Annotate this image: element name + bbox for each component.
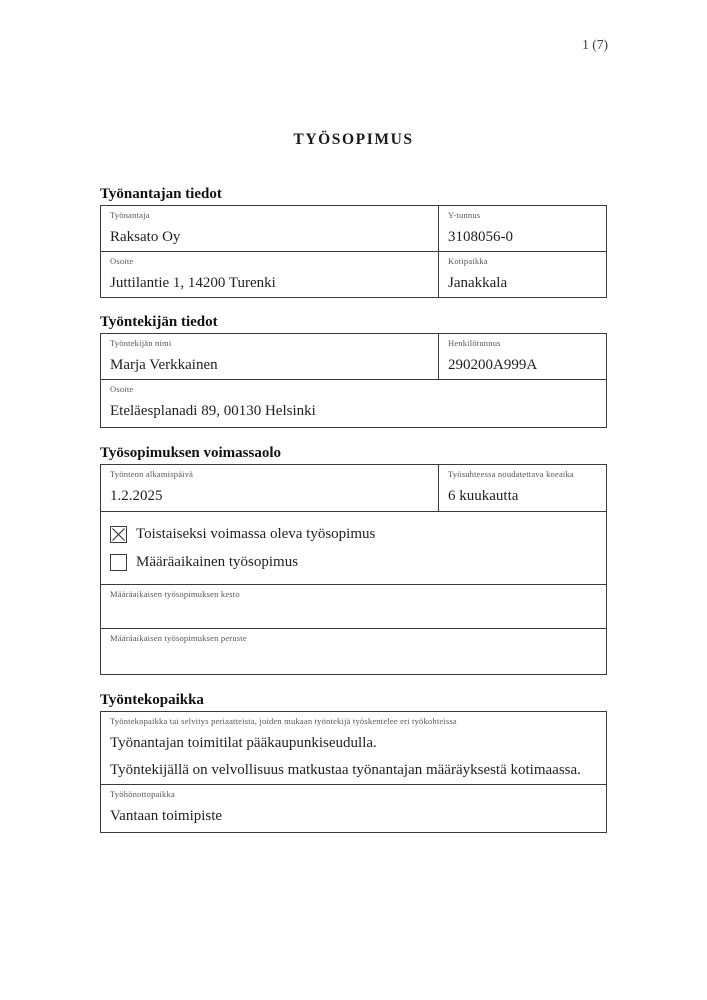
field-label: Määräaikaisen työsopimuksen peruste — [110, 633, 247, 643]
employer-address-cell — [101, 252, 438, 297]
fixed-term-contract-label: Määräaikainen työsopimus — [136, 553, 299, 570]
fixed-term-contract-option — [110, 548, 375, 576]
indefinite-contract-option — [110, 520, 375, 548]
fixed-term-duration-cell — [101, 585, 606, 628]
field-label: Osoite — [110, 384, 134, 394]
field-label: Osoite — [110, 256, 134, 266]
contract-type-row — [101, 511, 606, 584]
indefinite-contract-label: Toistaiseksi voimassa oleva työsopimus — [136, 525, 376, 542]
employee-name-value: Marja Verkkainen — [110, 357, 218, 373]
table-row — [101, 584, 606, 628]
employee-name-cell — [101, 334, 438, 379]
employer-address-value: Juttilantie 1, 14200 Turenki — [110, 275, 276, 291]
personal-id-value: 290200A999A — [448, 357, 538, 373]
business-id-value: 3108056-0 — [448, 229, 513, 245]
employee-table — [100, 333, 607, 428]
field-label: Työnantaja — [110, 210, 150, 220]
page-number: 1 (7) — [582, 37, 608, 52]
field-label: Kotipaikka — [448, 256, 488, 266]
workplace-table — [100, 711, 607, 833]
checkbox-indefinite-contract-icon[interactable] — [110, 526, 127, 543]
fixed-term-basis-cell — [101, 629, 606, 674]
start-date-cell — [101, 465, 438, 511]
table-row — [101, 784, 606, 832]
contract-type-options — [101, 512, 384, 584]
workplace-section-heading: Työntekopaikka — [100, 692, 204, 708]
checkbox-fixed-term-contract-icon[interactable] — [110, 554, 127, 571]
employer-name-value: Raksato Oy — [110, 229, 181, 245]
field-label: Määräaikaisen työsopimuksen kesto — [110, 589, 240, 599]
start-date-value: 1.2.2025 — [110, 488, 163, 504]
probation-cell — [438, 465, 606, 511]
validity-section-heading: Työsopimuksen voimassaolo — [100, 445, 282, 461]
table-row — [101, 334, 606, 379]
employer-name-cell — [101, 206, 438, 251]
table-row — [101, 628, 606, 674]
table-row — [101, 712, 606, 784]
employee-section-heading: Työntekijän tiedot — [100, 314, 218, 330]
table-row — [101, 379, 606, 427]
table-row — [101, 251, 606, 297]
table-row — [101, 465, 606, 511]
field-label: Työntekijän nimi — [110, 338, 172, 348]
field-label: Työntekopaikka tai selvitys periaatteista, joiden mukaan työntekijä työskentelee eri työkohteissa — [110, 716, 457, 726]
table-row — [101, 206, 606, 251]
workplace-cell — [101, 712, 606, 784]
employee-address-cell — [101, 380, 606, 427]
field-label: Työnteon alkamispäivä — [110, 469, 194, 479]
employer-table — [100, 205, 607, 298]
domicile-cell — [438, 252, 606, 297]
workplace-line-2: Työntekijällä on velvollisuus matkustaa työnantajan määräyksestä kotimaassa. — [110, 762, 581, 778]
workplace-line-1: Työnantajan toimitilat pääkaupunkiseudulla. — [110, 735, 377, 751]
employer-section-heading: Työnantajan tiedot — [100, 186, 222, 202]
domicile-value: Janakkala — [448, 275, 508, 291]
field-label: Henkilötunnus — [448, 338, 501, 348]
business-id-cell — [438, 206, 606, 251]
field-label: Työhönottopaikka — [110, 789, 175, 799]
employee-address-value: Eteläesplanadi 89, 00130 Helsinki — [110, 403, 316, 419]
validity-table — [100, 464, 607, 675]
field-label: Y-tunnus — [448, 210, 481, 220]
hiring-place-value: Vantaan toimipiste — [110, 808, 223, 824]
hiring-place-cell — [101, 785, 606, 832]
document-title: TYÖSOPIMUS — [293, 131, 414, 148]
probation-value: 6 kuukautta — [448, 488, 519, 504]
personal-id-cell — [438, 334, 606, 379]
document-content — [100, 186, 607, 833]
field-label: Työsuhteessa noudatettava koeaika — [448, 469, 574, 479]
